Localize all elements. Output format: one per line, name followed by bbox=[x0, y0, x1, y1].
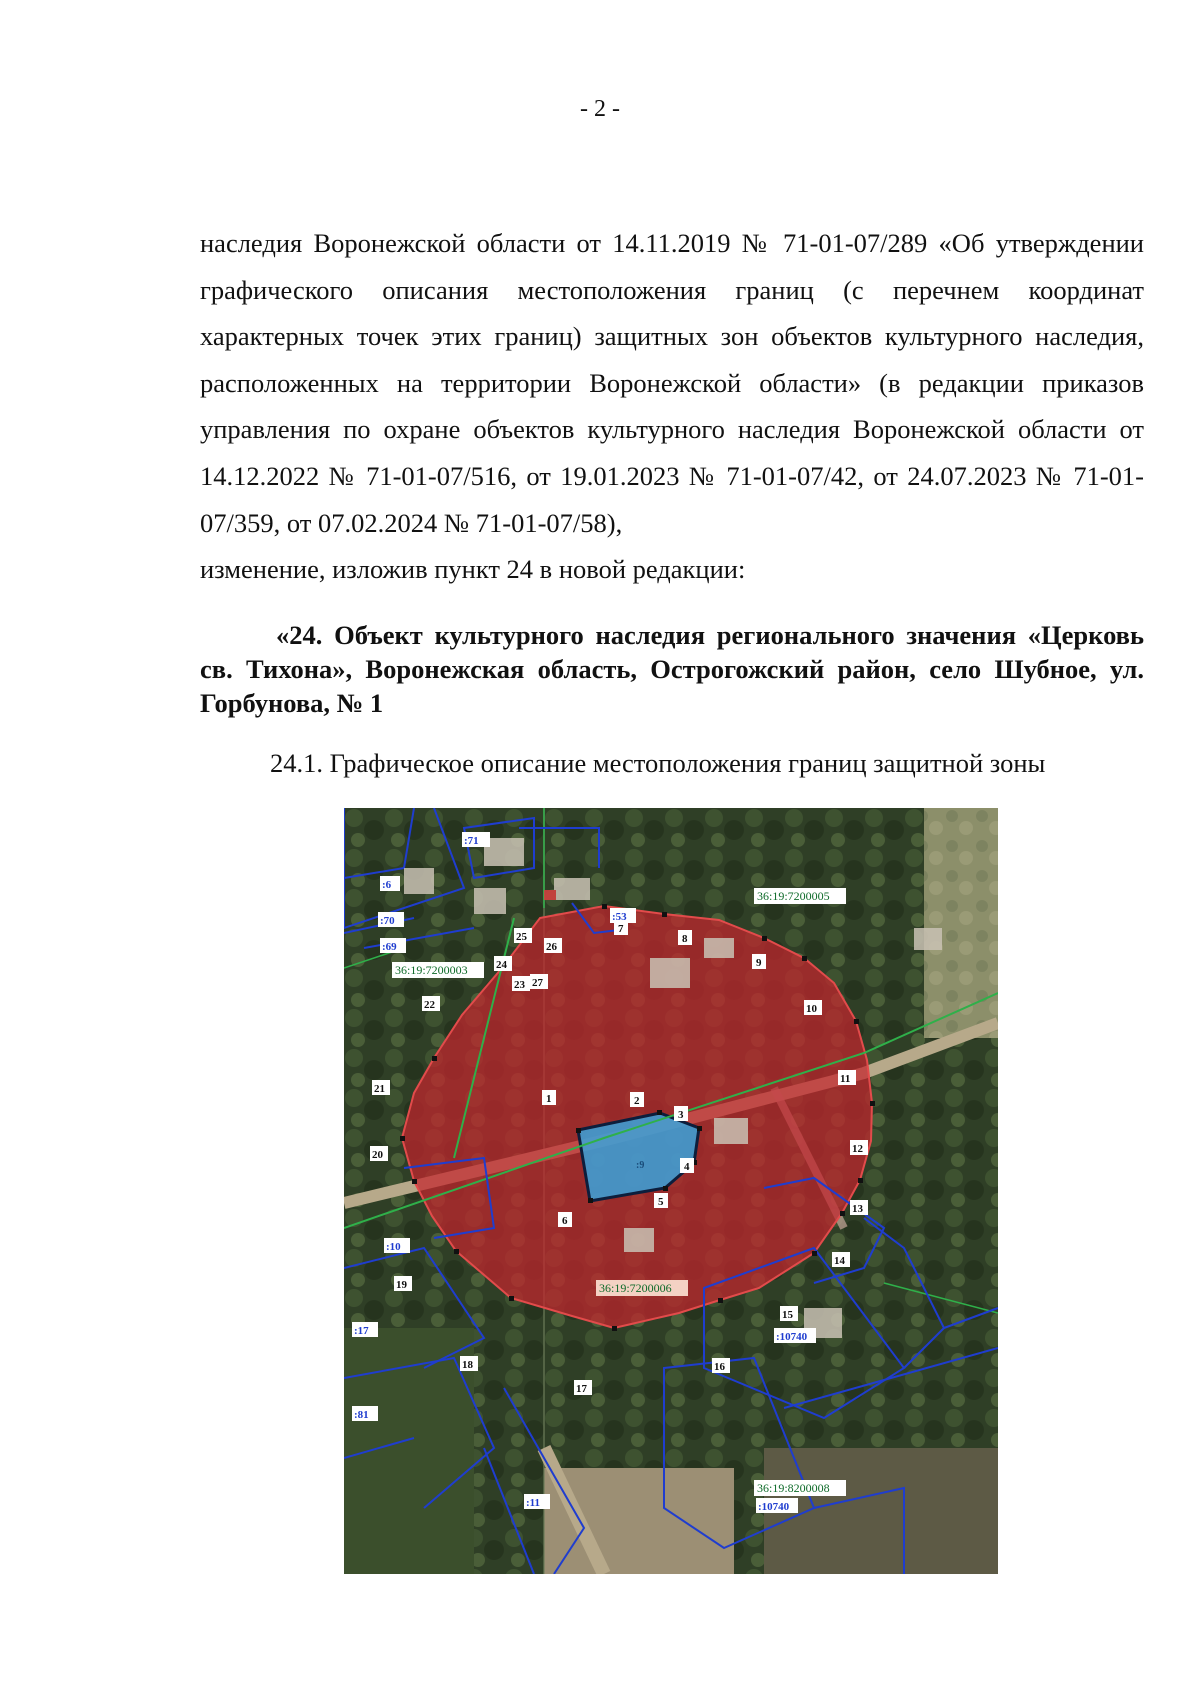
quarter-label bbox=[596, 1280, 688, 1296]
point-label-23 bbox=[512, 976, 530, 991]
parcel-label bbox=[352, 1322, 378, 1337]
point-number: 22 bbox=[424, 999, 435, 1011]
svg-text:36:19:7200005: 36:19:7200005 bbox=[757, 889, 830, 903]
point-number: 7 bbox=[618, 923, 624, 935]
parcel-label bbox=[384, 1238, 410, 1253]
point-label-8 bbox=[678, 930, 692, 945]
parcel-label bbox=[380, 938, 406, 953]
svg-text:36:19:8200008: 36:19:8200008 bbox=[757, 1481, 830, 1495]
point-label-11 bbox=[838, 1070, 856, 1085]
parcel-label bbox=[610, 908, 636, 923]
field-area bbox=[924, 808, 998, 1038]
point-number: 19 bbox=[396, 1279, 407, 1291]
point-number: 4 bbox=[684, 1161, 690, 1173]
point-label-21 bbox=[372, 1080, 390, 1095]
svg-text::53: :53 bbox=[612, 911, 627, 923]
point-number: 24 bbox=[496, 959, 507, 971]
point-label-27 bbox=[530, 974, 548, 989]
point-label-3 bbox=[674, 1106, 688, 1121]
point-number: 6 bbox=[562, 1215, 568, 1227]
parcel-label bbox=[524, 1494, 550, 1509]
parcel-label bbox=[462, 832, 490, 847]
point-label-16 bbox=[712, 1358, 730, 1373]
svg-text::71: :71 bbox=[464, 835, 479, 847]
point-number: 25 bbox=[516, 931, 527, 943]
quarter-label bbox=[392, 962, 484, 978]
point-label-26 bbox=[544, 938, 562, 953]
body-paragraph: наследия Воронежской области от 14.11.2019 № 71-01-07/289 «Об утверждении графического описания местоположения границ (с перечнем координат характерных точек этих границ) защитных зон объектов культурного наследия, расположенных на территории Воронежской области» (в редакции приказов управления по охране объектов культурного наследия Воронежской области от 14.12.2022 № 71-01-07/516, от 19.01.2023 № 71-01-07/42, от 24.07.2023 № 71-01-07/359, от 07.02.2024 № 71-01-07/58), bbox=[200, 228, 1144, 538]
point-label-20 bbox=[370, 1146, 388, 1161]
point-label-24 bbox=[494, 956, 512, 971]
point-number: 2 bbox=[634, 1095, 640, 1107]
svg-text::11: :11 bbox=[526, 1497, 541, 1509]
svg-text::70: :70 bbox=[380, 915, 395, 927]
map-svg bbox=[344, 808, 998, 1574]
quarter-label bbox=[754, 888, 846, 904]
point-label-9 bbox=[752, 954, 766, 969]
point-number: 26 bbox=[546, 941, 557, 953]
parcel-label bbox=[380, 876, 400, 891]
point-number: 27 bbox=[532, 977, 543, 989]
quarter-label bbox=[754, 1480, 846, 1496]
point-label-15 bbox=[780, 1306, 798, 1321]
svg-text::10740: :10740 bbox=[776, 1331, 808, 1343]
point-number: 3 bbox=[678, 1109, 684, 1121]
point-label-22 bbox=[422, 996, 440, 1011]
parcel-label bbox=[378, 912, 404, 927]
svg-text::6: :6 bbox=[382, 879, 392, 891]
body-paragraph: изменение, изложив пункт 24 в новой редакции: bbox=[200, 554, 746, 585]
point-number: 10 bbox=[806, 1003, 817, 1015]
field-area bbox=[764, 1448, 998, 1574]
point-label-2 bbox=[630, 1092, 644, 1107]
point-number: 12 bbox=[852, 1143, 863, 1155]
point-number: 21 bbox=[374, 1083, 385, 1095]
svg-text:36:19:7200003: 36:19:7200003 bbox=[395, 963, 468, 977]
section-heading-text: «24. Объект культурного наследия регионального значения «Церковь св. Тихона», Воронежская область, Острогожский район, село Шубное, ул. Горбунова, № 1 bbox=[200, 620, 1144, 718]
svg-text::17: :17 bbox=[354, 1325, 369, 1337]
point-label-19 bbox=[394, 1276, 412, 1291]
parcel-label bbox=[352, 1406, 378, 1421]
field-area bbox=[344, 1328, 474, 1574]
protection-zone-map bbox=[344, 808, 998, 1574]
point-label-14 bbox=[832, 1252, 850, 1267]
point-label-4 bbox=[680, 1158, 694, 1173]
point-number: 9 bbox=[756, 957, 762, 969]
point-number: 17 bbox=[576, 1383, 587, 1395]
point-label-1 bbox=[542, 1090, 556, 1105]
page-number: - 2 - bbox=[580, 96, 620, 122]
section-heading bbox=[200, 618, 1144, 720]
point-label-18 bbox=[460, 1356, 478, 1371]
point-number: 14 bbox=[834, 1255, 845, 1267]
svg-text::81: :81 bbox=[354, 1409, 369, 1421]
point-label-5 bbox=[654, 1193, 668, 1208]
point-label-12 bbox=[850, 1140, 868, 1155]
subsection-heading: 24.1. Графическое описание местоположения границ защитной зоны bbox=[270, 748, 1046, 778]
point-number: 13 bbox=[852, 1203, 863, 1215]
svg-text:36:19:7200006: 36:19:7200006 bbox=[599, 1281, 672, 1295]
point-label-13 bbox=[850, 1200, 868, 1215]
svg-text::10: :10 bbox=[386, 1241, 401, 1253]
point-number: 1 bbox=[546, 1093, 552, 1105]
point-number: 16 bbox=[714, 1361, 725, 1373]
point-number: 8 bbox=[682, 933, 688, 945]
point-label-25 bbox=[514, 928, 532, 943]
point-number: 11 bbox=[840, 1073, 851, 1085]
point-label-6 bbox=[558, 1212, 572, 1227]
point-number: 18 bbox=[462, 1359, 473, 1371]
point-number: 5 bbox=[658, 1196, 664, 1208]
parcel-label: :9 bbox=[636, 1160, 645, 1171]
parcel-label bbox=[774, 1328, 816, 1343]
point-number: 20 bbox=[372, 1149, 383, 1161]
svg-text::10740: :10740 bbox=[758, 1501, 790, 1513]
point-number: 23 bbox=[514, 979, 525, 991]
point-number: 15 bbox=[782, 1309, 793, 1321]
body-text bbox=[200, 220, 1144, 593]
svg-text::69: :69 bbox=[382, 941, 397, 953]
point-label-10 bbox=[804, 1000, 822, 1015]
parcel-label bbox=[756, 1498, 798, 1513]
point-label-17 bbox=[574, 1380, 592, 1395]
